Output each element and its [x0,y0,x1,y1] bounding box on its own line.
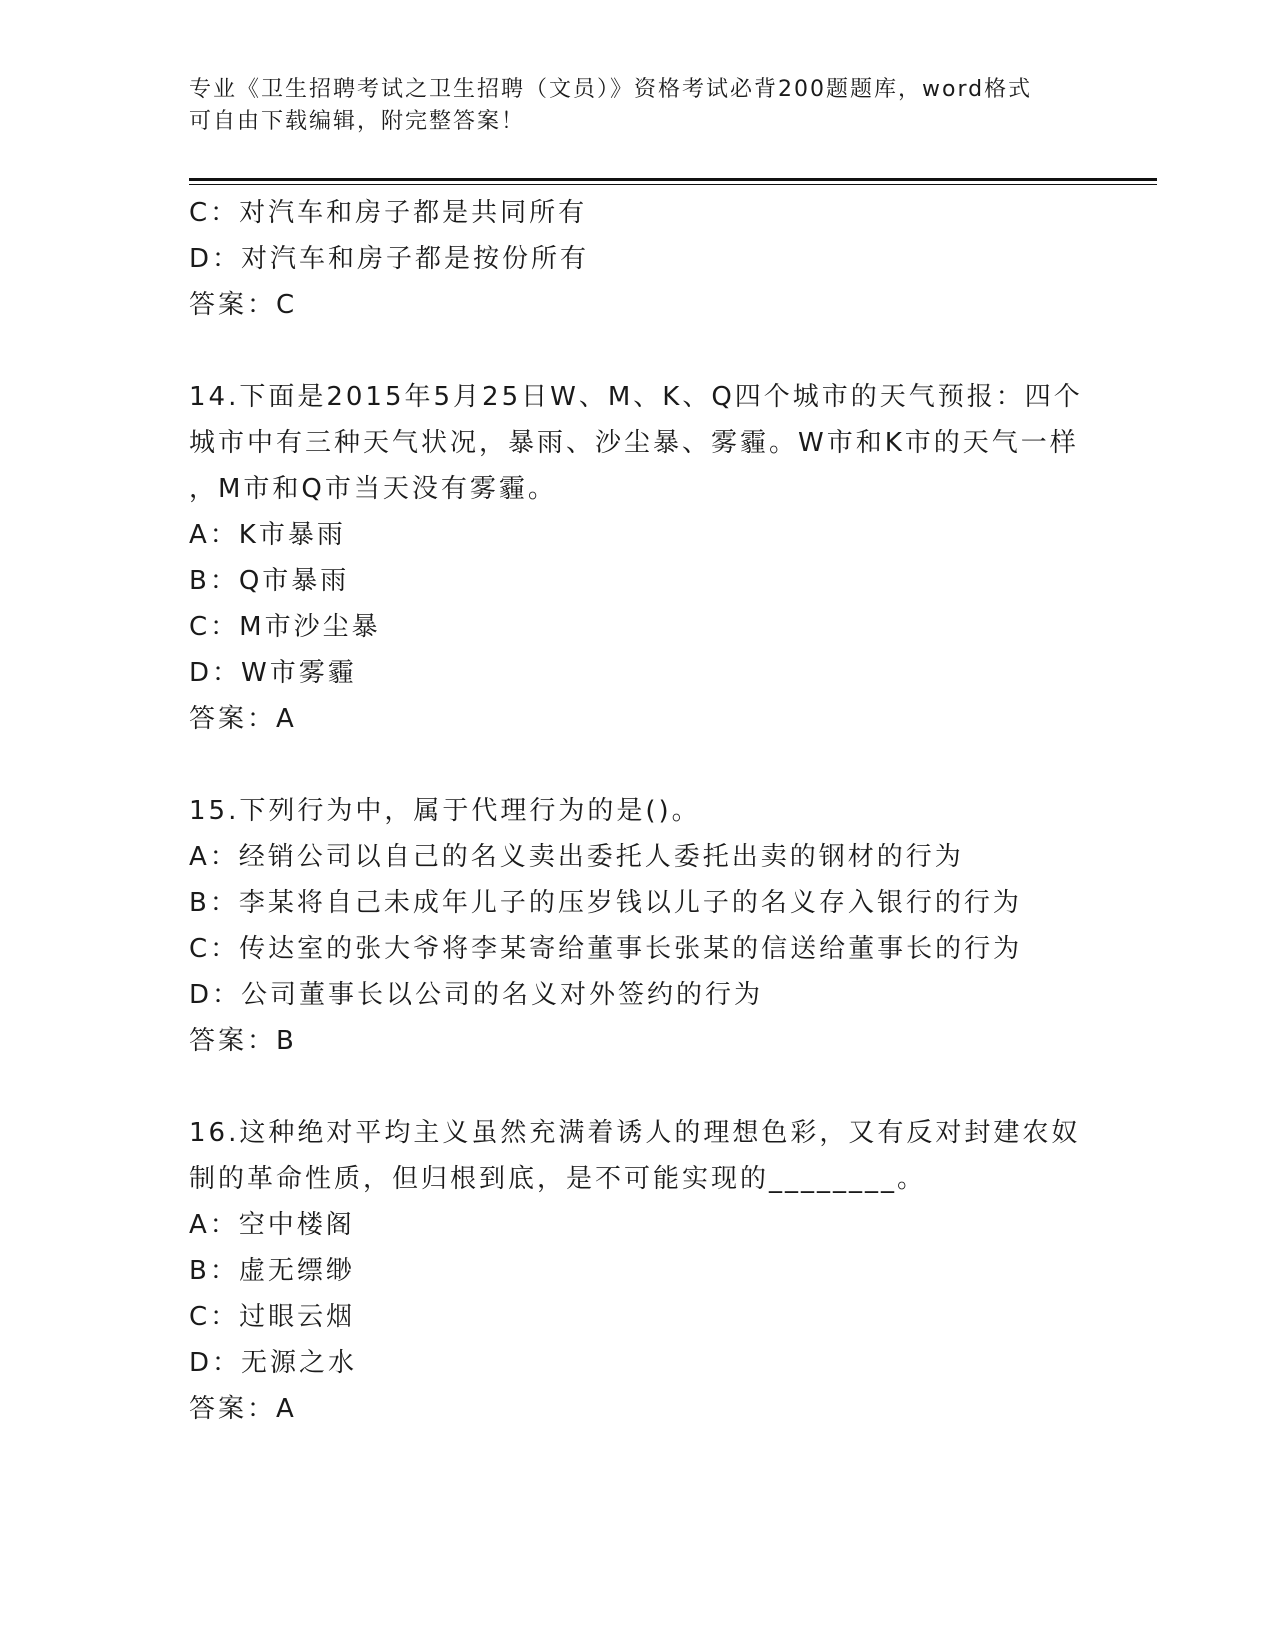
question-stem-line: 制的革命性质，但归根到底，是不可能实现的________。 [189,1164,927,1194]
option-b: B：Q市暴雨 [189,566,350,596]
option-c: C：传达室的张大爷将李某寄给董事长张某的信送给董事长的行为 [189,934,1023,964]
document-header [189,74,1089,138]
question-16 [189,1110,1129,1432]
question-stem-line: ，M市和Q市当天没有雾霾。 [189,474,557,504]
option-c: C：对汽车和房子都是共同所有 [189,198,588,228]
question-14 [189,374,1129,742]
spacer [189,1064,1129,1110]
option-b: B：虚无缥缈 [189,1256,355,1286]
option-c: C：过眼云烟 [189,1302,356,1332]
header-divider-thin [189,184,1157,185]
question-15 [189,788,1129,1064]
answer-line: 答案：A [189,704,297,734]
option-a: A：经销公司以自己的名义卖出委托人委托出卖的钢材的行为 [189,842,964,872]
header-line-2: 可自由下载编辑，附完整答案！ [189,109,526,134]
question-stem-line: 14.下面是2015年5月25日W、M、K、Q四个城市的天气预报：四个 [189,382,1083,412]
question-stem-line: 城市中有三种天气状况，暴雨、沙尘暴、雾霾。W市和K市的天气一样 [189,428,1079,458]
option-d: D：W市雾霾 [189,658,357,688]
question-stem-line: 16.这种绝对平均主义虽然充满着诱人的理想色彩，又有反对封建农奴 [189,1118,1081,1148]
option-c: C：M市沙尘暴 [189,612,381,642]
spacer [189,328,1129,374]
answer-line: 答案：C [189,290,298,320]
header-line-1: 专业《卫生招聘考试之卫生招聘（文员）》资格考试必背200题题库，word格式 [189,77,1033,102]
option-d: D：无源之水 [189,1348,358,1378]
option-d: D：公司董事长以公司的名义对外签约的行为 [189,980,764,1010]
option-a: A：空中楼阁 [189,1210,355,1240]
spacer [189,742,1129,788]
answer-line: 答案：A [189,1394,297,1424]
previous-question-block [189,190,1129,328]
question-stem-line: 15.下列行为中，属于代理行为的是()。 [189,796,701,826]
answer-line: 答案：B [189,1026,297,1056]
option-b: B：李某将自己未成年儿子的压岁钱以儿子的名义存入银行的行为 [189,888,1022,918]
option-d: D：对汽车和房子都是按份所有 [189,244,590,274]
option-a: A：K市暴雨 [189,520,346,550]
header-divider-thick [189,178,1157,181]
question-list [189,190,1129,1432]
